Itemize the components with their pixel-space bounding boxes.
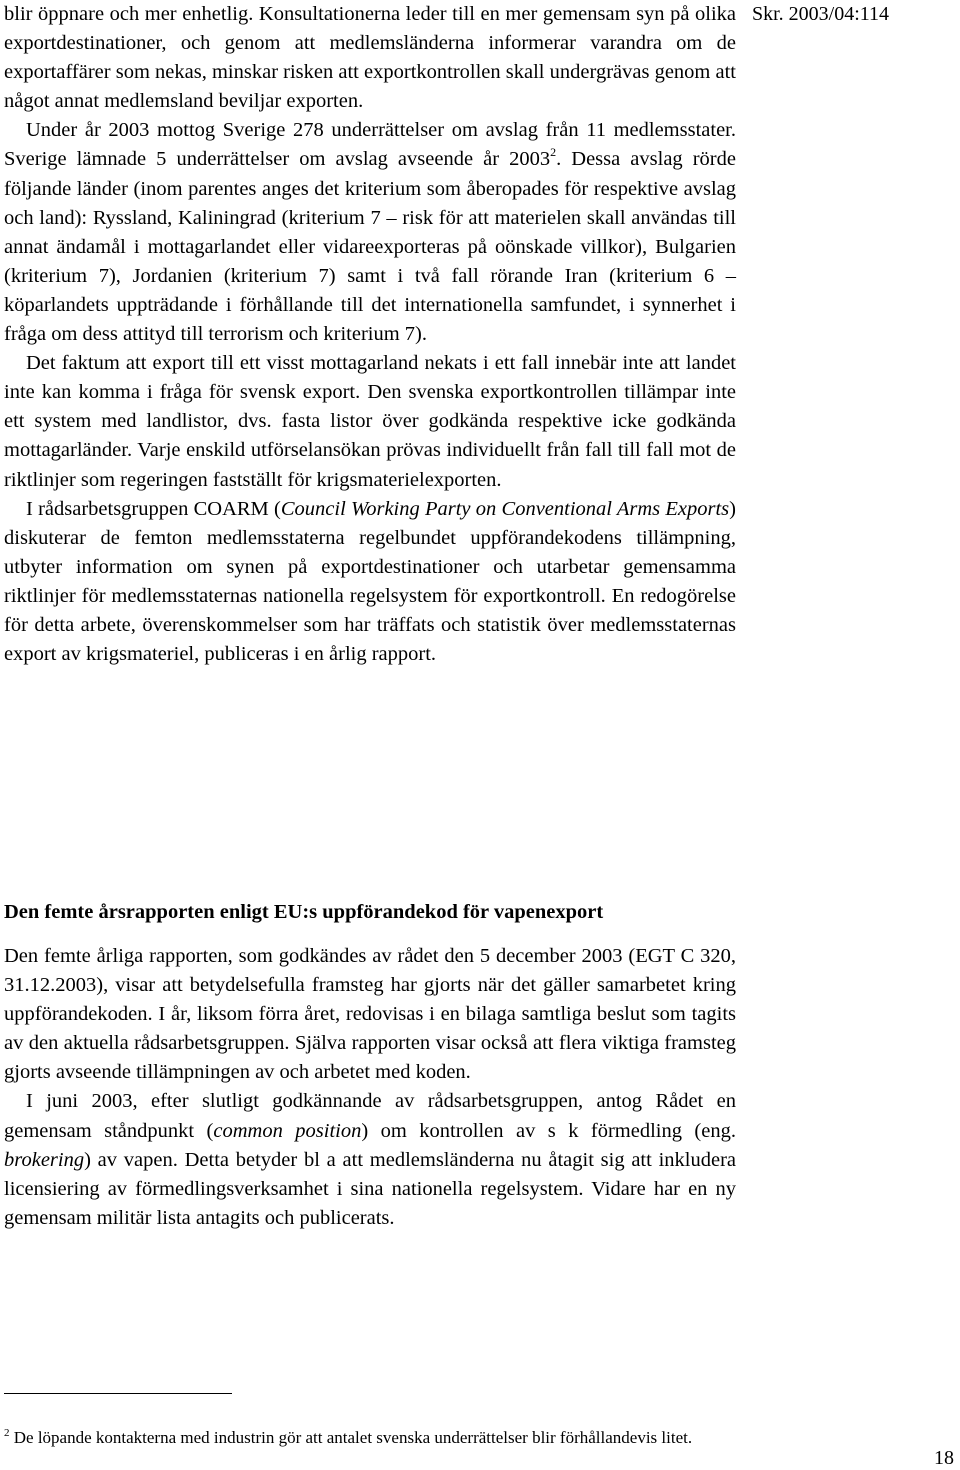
paragraph-4-part-a: I rådsarbetsgruppen COARM (	[26, 497, 281, 520]
footnote-text: De löpande kontakterna med industrin gör att antalet svenska underrättelser blir förhållandevis litet.	[9, 1428, 693, 1447]
paragraph-3: Det faktum att export till ett visst mottagarland nekats i ett fall innebär inte att landet inte kan komma i fråga för svensk export. Den svenska exportkontrollen tillämpar inte ett system med landlistor, dvs. fasta listor över godkända respektive icke godkända mottagarländer. Varje enskild utförselansökan prövas individuellt från fall till fall mot de riktlinjer som regeringen fastställt för krigsmaterielexporten.	[4, 352, 736, 491]
document-reference: Skr. 2003/04:114	[752, 3, 890, 25]
paragraph-6	[4, 1087, 736, 1232]
paragraph-6-part-c: ) av vapen. Detta betyder bl a att medlemsländerna nu åtagit sig att inkludera licensiering av förmedlingsverksamhet i sina nationella regelsystem. Vidare har en ny gemensam militär lista antagits och publicerats.	[4, 1148, 736, 1229]
section-heading: Den femte årsrapporten enligt EU:s uppförandekod för vapenexport	[4, 901, 604, 923]
paragraph-2-part-b: . Dessa avslag rörde följande länder (inom parentes anges det kriterium som åberopades för respektive avslag och land): Ryssland, Kaliningrad (kriterium 7 – risk för att materielen skall användas till annat ändamål i mottagarlandet eller vidareexporteras på oönskade villkor), Bulgarien (kriterium 7), Jordanien (kriterium 7) samt i två fall rörande Iran (kriterium 6 – köparlandets uppträdande i förhållande till det internationella samfundet, i synnerhet i fråga om dess attityd till terrorism och kriterium 7).	[4, 148, 736, 346]
page-number: 18	[934, 1447, 954, 1469]
paragraph-4-italic: Council Working Party on Conventional Arms Exports	[280, 497, 730, 520]
main-text	[4, 0, 736, 669]
paragraph-6-italic-2: brokering	[4, 1148, 85, 1171]
paragraph-6-part-a: I juni 2003, efter slutligt godkännande av rådsarbetsgruppen, antog Rådet en gemensam ståndpunkt (	[4, 1090, 736, 1142]
footnote-mark: 2	[4, 1427, 10, 1439]
section-text	[4, 942, 736, 1233]
footnote-separator	[4, 1393, 232, 1394]
footnote	[4, 1421, 704, 1450]
paragraph-2-part-a: Under år 2003 mottog Sverige 278 underrättelser om avslag från 11 medlemsstater. Sverige lämnade 5 underrättelser om avslag avseende år 2003	[4, 119, 736, 171]
paragraph-4	[4, 495, 736, 670]
paragraph-2	[4, 116, 736, 349]
paragraph-6-italic-1: common position	[213, 1119, 362, 1142]
paragraph-6-part-b: ) om kontrollen av s k förmedling (eng.	[361, 1119, 736, 1142]
paragraph-5: Den femte årliga rapporten, som godkändes av rådet den 5 december 2003 (EGT C 320, 31.12.2003), visar att betydelsefulla framsteg har gjorts när det gäller samarbetet kring uppförandekoden. I år, liksom förra året, redovisas i en bilaga samtliga beslut som tagits av den aktuella rådsarbetsgruppen. Själva rapporten visar också att flera viktiga framsteg gjorts avseende tillämpningen av och arbetet med koden.	[4, 945, 736, 1084]
paragraph-4-part-b: ) diskuterar de femton medlemsstaterna regelbundet uppförandekodens tillämpning, utbyter information om synen på exportdestinationer och utarbetar gemensamma riktlinjer för medlemsstaternas nationella regelsystem för exportkontroll. En redogörelse för detta arbete, överenskommelser som har träffats och statistik över medlemsstaternas export av krigsmateriel, publiceras i en årlig rapport.	[4, 497, 736, 666]
paragraph-1: blir öppnare och mer enhetlig. Konsultationerna leder till en mer gemensam syn på olika exportdestinationer, och genom att medlemsländerna informerar varandra om de exportaffärer som nekas, minskar risken att exportkontrollen skall undergrävas genom att något annat medlemsland beviljar exporten.	[4, 3, 736, 113]
footnote-reference[interactable]: 2	[550, 145, 557, 160]
